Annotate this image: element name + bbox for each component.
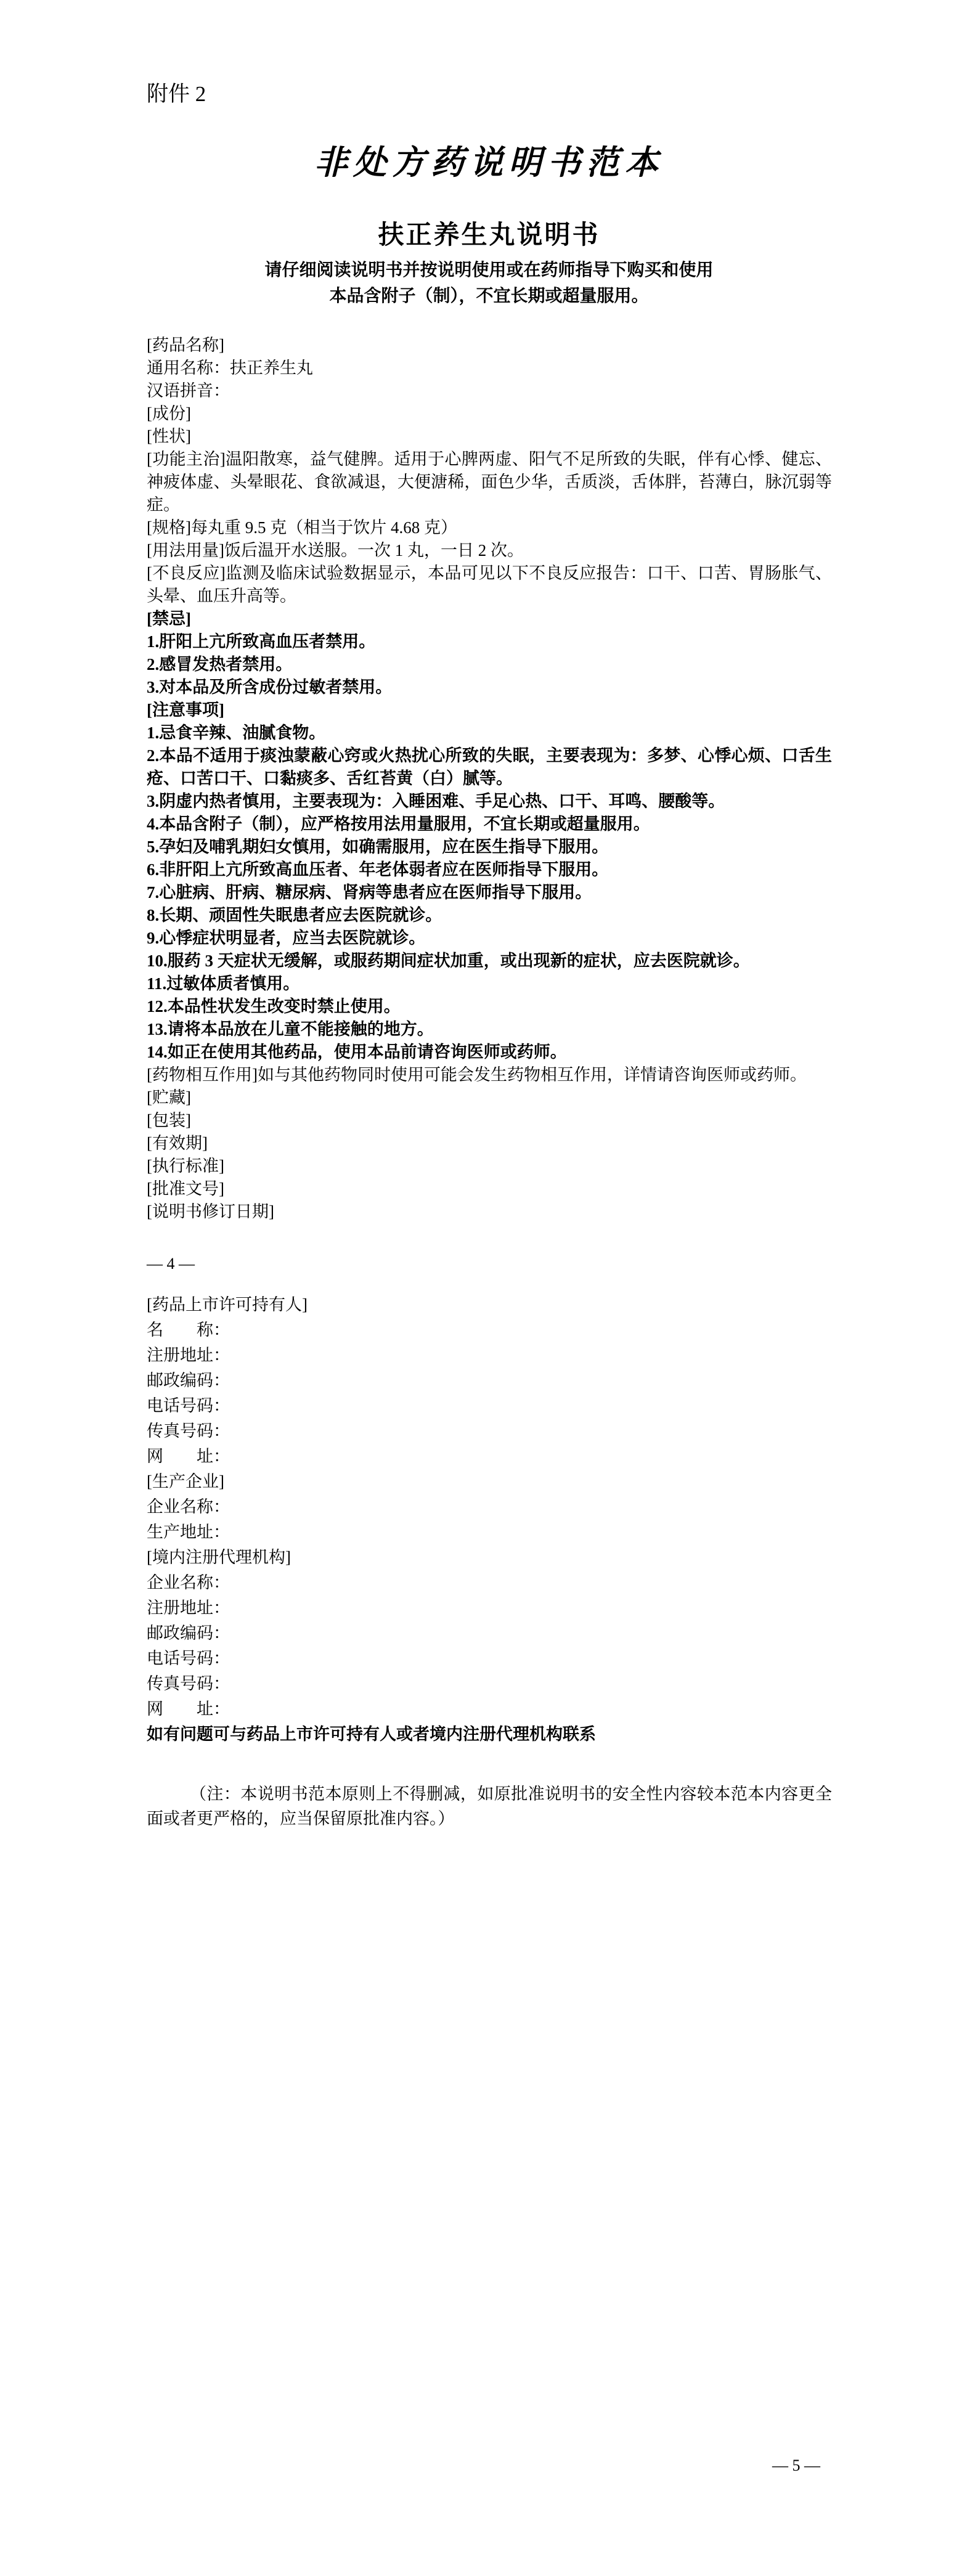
holder-line: 企业名称： — [147, 1498, 230, 1516]
holder-line: [生产企业] — [147, 1472, 224, 1491]
leaflet-line: [禁忌] — [147, 609, 191, 628]
page-4-footer: — 4 — — [147, 1255, 195, 1273]
leaflet-line: 7.心脏病、肝病、糖尿病、肾病等患者应在医师指导下服用。 — [147, 883, 592, 902]
leaflet-line: 14.如正在使用其他药品，使用本品前请咨询医师或药师。 — [147, 1043, 567, 1061]
notice-line-1: 请仔细阅读说明书并按说明使用或在药师指导下购买和使用 — [264, 261, 714, 280]
leaflet-line: [有效期] — [147, 1134, 208, 1152]
document-title: 扶正养生丸说明书 — [378, 221, 600, 250]
leaflet-line: 通用名称：扶正养生丸 — [147, 359, 313, 377]
leaflet-line: [用法用量]饭后温开水送服。一次 1 丸，一日 2 次。 — [147, 541, 524, 560]
leaflet-line: [成份] — [147, 404, 191, 423]
holder-line: 网 址： — [147, 1700, 230, 1718]
holder-line: 企业名称： — [147, 1573, 230, 1592]
holder-line: 传真号码： — [147, 1674, 230, 1693]
calligraphy-banner: 非处方药说明书范本 — [314, 144, 664, 181]
holder-line: [药品上市许可持有人] — [147, 1295, 308, 1314]
note-paragraph: （注：本说明书范本原则上不得删减，如原批准说明书的安全性内容较本范本内容更全面或者更严格的，应当保留原批准内容。） — [147, 1785, 832, 1828]
holder-line: 电话号码： — [147, 1649, 230, 1668]
leaflet-line: 4.本品含附子（制），应严格按用法用量服用，不宜长期或超量服用。 — [147, 815, 650, 833]
leaflet-body — [147, 334, 832, 1223]
holder-line: 邮政编码： — [147, 1371, 230, 1390]
leaflet-line: 6.非肝阳上亢所致高血压者、年老体弱者应在医师指导下服用。 — [147, 860, 609, 879]
leaflet-line: 12.本品性状发生改变时禁止使用。 — [147, 997, 401, 1016]
attachment-label: 附件 2 — [147, 82, 206, 106]
leaflet-line: [说明书修订日期] — [147, 1202, 274, 1221]
leaflet-line: [执行标准] — [147, 1157, 224, 1175]
leaflet-line: [包装] — [147, 1111, 191, 1130]
leaflet-line: 1.忌食辛辣、油腻食物。 — [147, 723, 326, 742]
leaflet-line: 9.心悸症状明显者，应当去医院就诊。 — [147, 929, 426, 947]
holder-line: 网 址： — [147, 1447, 230, 1465]
holder-line: 电话号码： — [147, 1396, 230, 1415]
leaflet-line: [注意事项] — [147, 701, 224, 719]
leaflet-line: 11.过敏体质者慎用。 — [147, 974, 300, 993]
leaflet-line: 5.孕妇及哺乳期妇女慎用，如确需服用，应在医生指导下服用。 — [147, 838, 609, 856]
holder-line: 传真号码： — [147, 1422, 230, 1440]
holder-line: 生产地址： — [147, 1523, 230, 1541]
holder-line: 邮政编码： — [147, 1624, 230, 1642]
leaflet-line: 10.服药 3 天症状无缓解，或服药期间症状加重，或出现新的症状，应去医院就诊。 — [147, 952, 750, 970]
leaflet-line: 3.对本品及所含成份过敏者禁用。 — [147, 678, 393, 696]
leaflet-line: [批准文号] — [147, 1180, 224, 1198]
page-5-footer: — 5 — — [772, 2456, 820, 2474]
leaflet-line: [规格]每丸重 9.5 克（相当于饮片 4.68 克） — [147, 518, 457, 537]
holder-body — [147, 1292, 832, 1747]
leaflet-line: 8.长期、顽固性失眠患者应去医院就诊。 — [147, 906, 442, 924]
leaflet-line: [药物相互作用]如与其他药物同时使用可能会发生药物相互作用，详情请咨询医师或药师。 — [147, 1066, 807, 1084]
leaflet-line: [不良反应]监测及临床试验数据显示，本品可见以下不良反应报告：口干、口苦、胃肠胀气、头晕、血压升高等。 — [147, 564, 832, 605]
leaflet-line: 2.本品不适用于痰浊蒙蔽心窍或火热扰心所致的失眠，主要表现为：多梦、心悸心烦、口舌生疮、口苦口干、口黏痰多、舌红苔黄（白）腻等。 — [147, 746, 832, 788]
leaflet-line: [贮藏] — [147, 1088, 191, 1107]
leaflet-line: [药品名称] — [147, 336, 224, 354]
leaflet-line: 2.感冒发热者禁用。 — [147, 655, 293, 674]
holder-line: 注册地址： — [147, 1346, 230, 1364]
leaflet-line: [性状] — [147, 427, 191, 446]
holder-line: 如有问题可与药品上市许可持有人或者境内注册代理机构联系 — [147, 1725, 596, 1743]
leaflet-line: 3.阴虚内热者慎用，主要表现为：入睡困难、手足心热、口干、耳鸣、腰酸等。 — [147, 792, 725, 810]
leaflet-line: 汉语拼音： — [147, 381, 230, 400]
leaflet-line: 1.肝阳上亢所致高血压者禁用。 — [147, 632, 376, 651]
holder-line: 注册地址： — [147, 1599, 230, 1617]
leaflet-line: [功能主治]温阳散寒，益气健脾。适用于心脾两虚、阳气不足所致的失眠，伴有心悸、健忘、神疲体虚、头晕眼花、食欲减退，大便溏稀，面色少华，舌质淡，舌体胖，苔薄白，脉沉弱等症。 — [147, 450, 832, 514]
holder-line: [境内注册代理机构] — [147, 1548, 291, 1567]
leaflet-line: 13.请将本品放在儿童不能接触的地方。 — [147, 1020, 434, 1038]
holder-line: 名 称： — [147, 1321, 230, 1339]
notice-line-2: 本品含附子（制），不宜长期或超量服用。 — [329, 287, 649, 306]
